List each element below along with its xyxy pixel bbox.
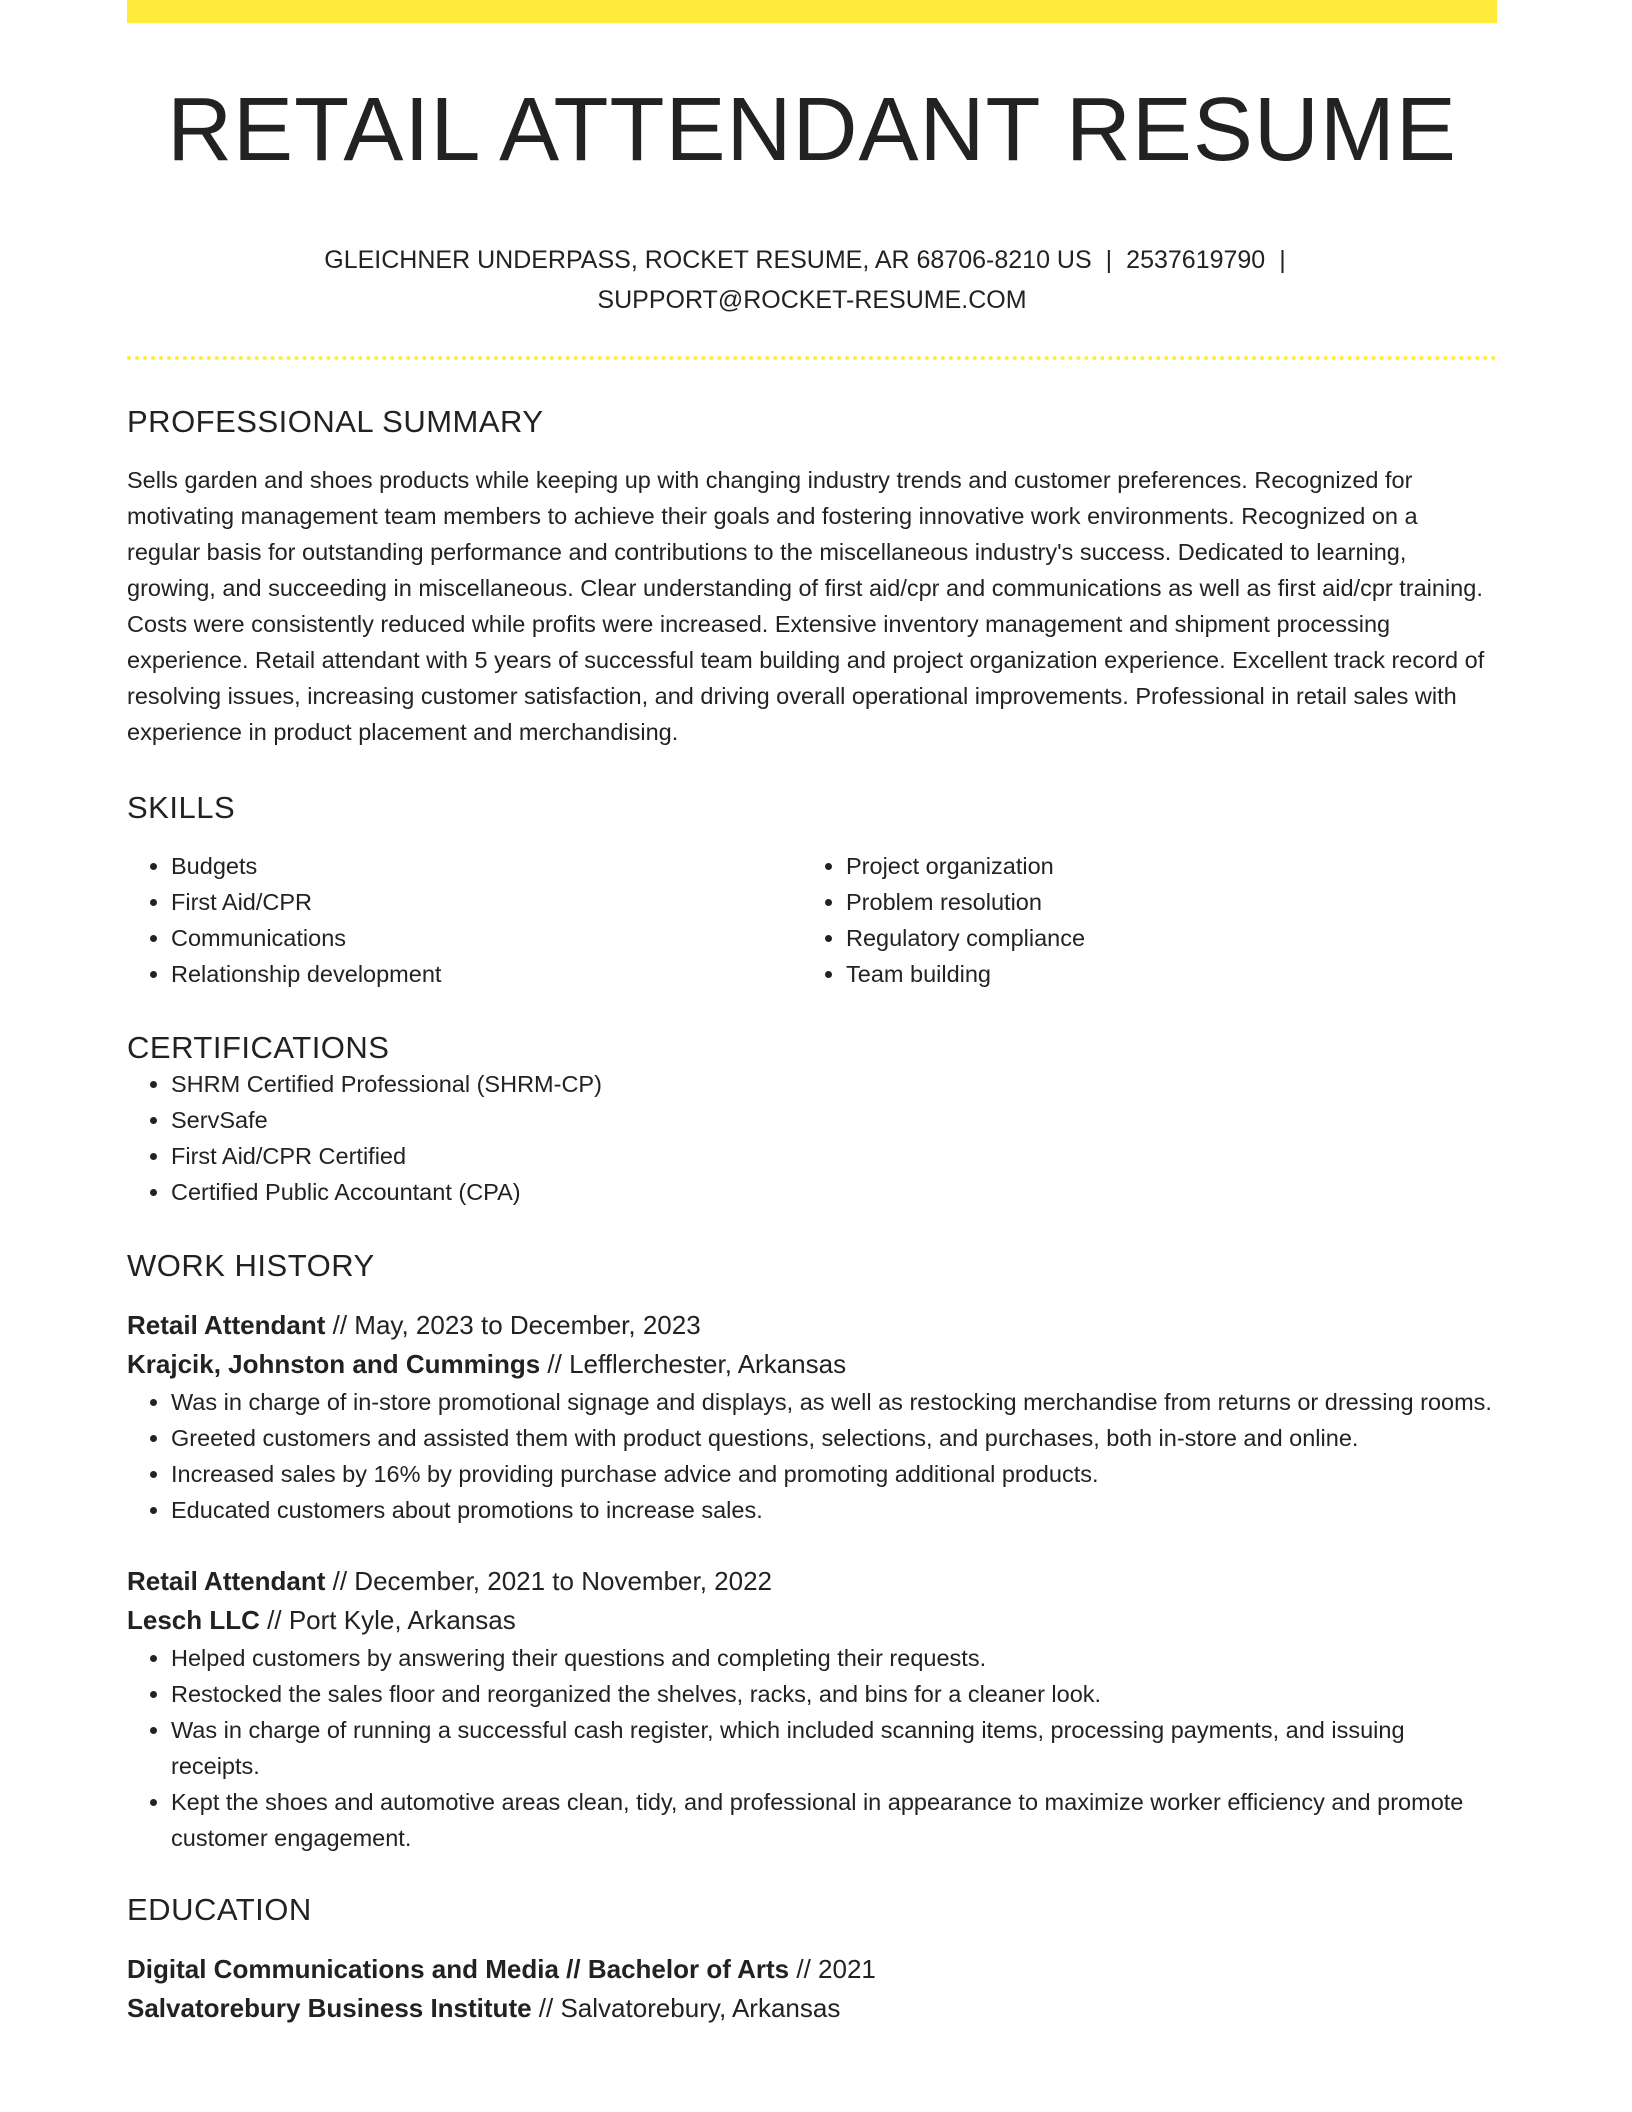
job-title: Retail Attendant xyxy=(127,1565,326,1596)
contact-info xyxy=(127,240,1497,320)
job-title: Retail Attendant xyxy=(127,1309,326,1340)
job-title-line xyxy=(127,1306,1497,1345)
job-bullet: • Helped customers by answering their questions and completing their requests. xyxy=(171,1640,1497,1676)
contact-email: SUPPORT@ROCKET-RESUME.COM xyxy=(597,285,1027,314)
skill-item: • Project organization xyxy=(846,848,1497,884)
job-dates: // May, 2023 to December, 2023 xyxy=(332,1309,701,1340)
job-company: Krajcik, Johnston and Cummings xyxy=(127,1348,541,1379)
resume-title: RETAIL ATTENDANT RESUME xyxy=(167,80,1457,180)
work-history-heading: WORK HISTORY xyxy=(127,1247,375,1283)
job-bullet: • Kept the shoes and automotive areas clean, tidy, and professional in appearance to maximize worker efficiency and promote customer engagement. xyxy=(171,1784,1497,1856)
education-degree: Digital Communications and Media // Bachelor of Arts xyxy=(127,1953,790,1984)
job-company: Lesch LLC xyxy=(127,1604,260,1635)
job-dates: // December, 2021 to November, 2022 xyxy=(332,1565,772,1596)
education-entry xyxy=(127,1950,1497,2028)
education-year: // 2021 xyxy=(796,1953,876,1984)
job-bullets xyxy=(127,1640,1497,1856)
job-location: // Port Kyle, Arkansas xyxy=(267,1604,516,1635)
certification-item: • First Aid/CPR Certified xyxy=(171,1138,1497,1174)
contact-separator: | xyxy=(1105,245,1113,274)
job-bullet: • Educated customers about promotions to increase sales. xyxy=(171,1492,1497,1528)
job-bullet: • Was in charge of in-store promotional signage and displays, as well as restocking merchandise from returns or dressing rooms. xyxy=(171,1384,1497,1420)
job-bullet: • Increased sales by 16% by providing purchase advice and promoting additional products. xyxy=(171,1456,1497,1492)
job-entry xyxy=(127,1306,1497,1528)
contact-phone: 2537619790 xyxy=(1126,245,1266,274)
job-bullet: • Restocked the sales floor and reorganized the shelves, racks, and bins for a cleaner look. xyxy=(171,1676,1497,1712)
certifications-list xyxy=(127,1066,1497,1210)
skill-item: • Regulatory compliance xyxy=(846,920,1497,956)
skill-item: • Problem resolution xyxy=(846,884,1497,920)
skill-item: • Team building xyxy=(846,956,1497,992)
job-bullet: • Greeted customers and assisted them with product questions, selections, and purchases, both in-store and online. xyxy=(171,1420,1497,1456)
education-school-line xyxy=(127,1989,1497,2028)
certification-item: • SHRM Certified Professional (SHRM-CP) xyxy=(171,1066,1497,1102)
contact-separator: | xyxy=(1279,245,1286,274)
job-company-line xyxy=(127,1601,1497,1640)
certifications-heading: CERTIFICATIONS xyxy=(127,1029,390,1065)
skill-item: • Communications xyxy=(171,920,802,956)
job-company-line xyxy=(127,1345,1497,1384)
skill-item: • First Aid/CPR xyxy=(171,884,802,920)
certification-item: • ServSafe xyxy=(171,1102,1497,1138)
job-entry xyxy=(127,1562,1497,1856)
skill-item: • Relationship development xyxy=(171,956,802,992)
job-title-line xyxy=(127,1562,1497,1601)
education-degree-line xyxy=(127,1950,1497,1989)
summary-heading: PROFESSIONAL SUMMARY xyxy=(127,403,544,439)
education-location: // Salvatorebury, Arkansas xyxy=(538,1992,841,2023)
skills-column-left xyxy=(127,848,802,992)
education-heading: EDUCATION xyxy=(127,1891,312,1927)
skills-heading: SKILLS xyxy=(127,789,236,825)
skills-column-right xyxy=(802,848,1497,992)
education-school: Salvatorebury Business Institute xyxy=(127,1992,532,2023)
job-bullet: • Was in charge of running a successful cash register, which included scanning items, processing payments, and issuing receipts. xyxy=(171,1712,1497,1784)
dotted-divider xyxy=(127,356,1497,360)
job-bullets xyxy=(127,1384,1497,1528)
summary-text: Sells garden and shoes products while keeping up with changing industry trends and customer preferences. Recognized for motivating management team members to achieve their goals and fostering innovative work environments. Recognized on a regular basis for outstanding performance and contributions to the miscellaneous industry's success. Dedicated to learning, growing, and succeeding in miscellaneous. Clear understanding of first aid/cpr and communications as well as first aid/cpr training. Costs were consistently reduced while profits were increased. Extensive inventory management and shipment processing experience. Retail attendant with 5 years of successful team building and project organization experience. Excellent track record of resolving issues, increasing customer satisfaction, and driving overall operational improvements. Professional in retail sales with experience in product placement and merchandising. xyxy=(127,466,1485,745)
contact-address: GLEICHNER UNDERPASS, ROCKET RESUME, AR 68706-8210 US xyxy=(324,245,1092,274)
certification-item: • Certified Public Accountant (CPA) xyxy=(171,1174,1497,1210)
job-location: // Lefflerchester, Arkansas xyxy=(547,1348,847,1379)
resume-page xyxy=(127,0,1497,2028)
skills-list xyxy=(127,848,1497,992)
top-accent-bar xyxy=(127,0,1497,23)
skill-item: • Budgets xyxy=(171,848,802,884)
